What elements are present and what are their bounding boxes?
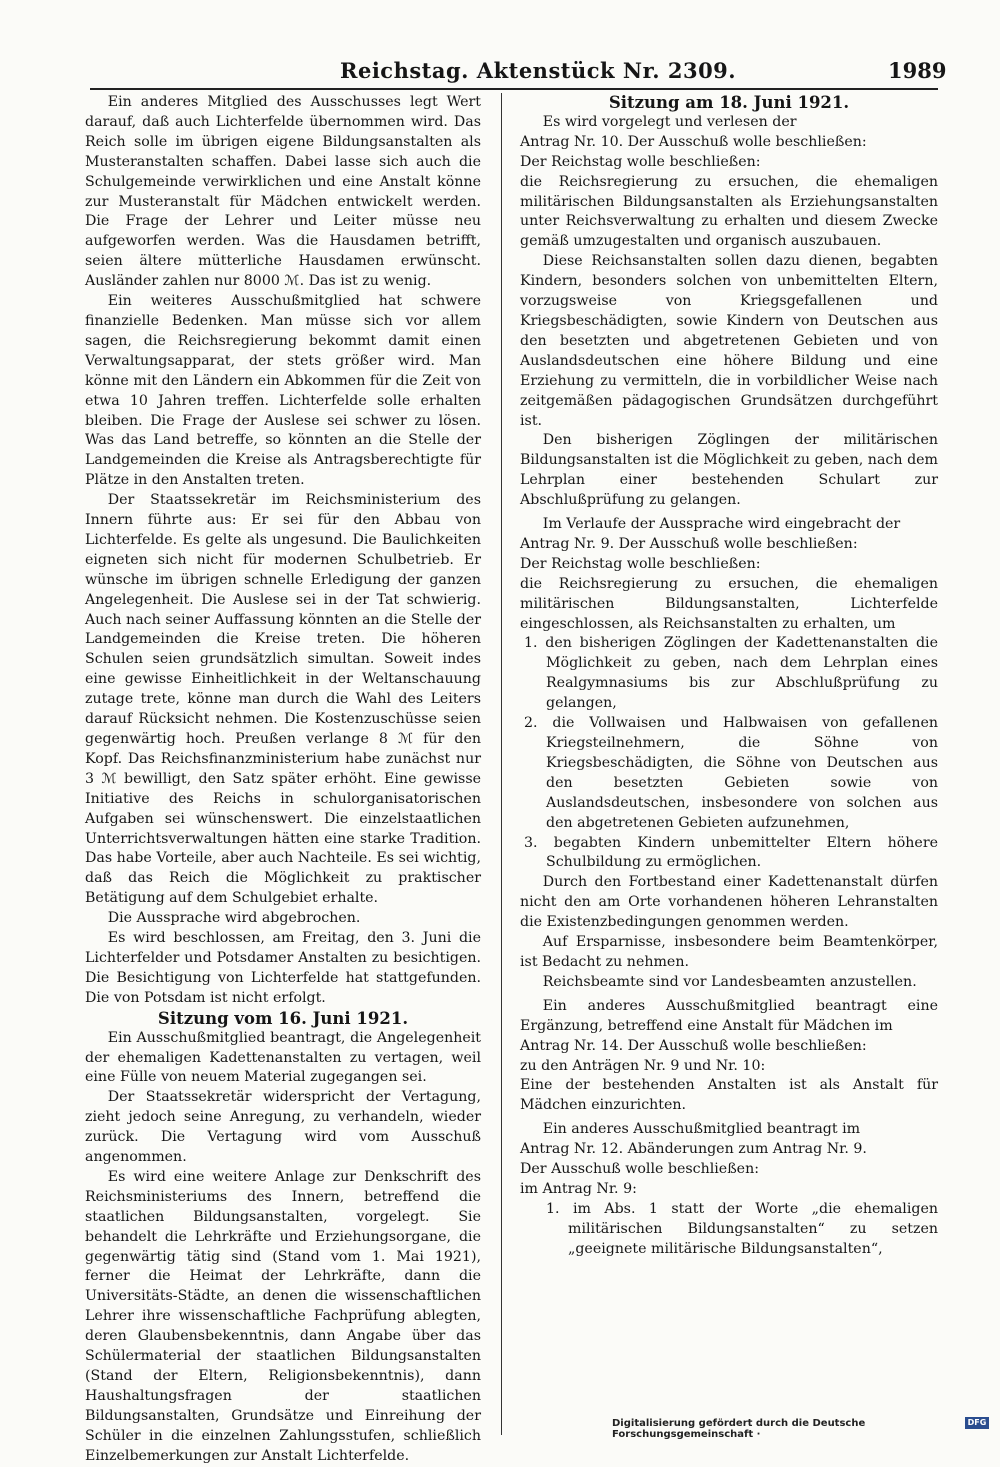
paragraph: Ein anderes Mitglied des Ausschusses legt Wert darauf, daß auch Lichterfelde übernommen wird. Das Reich solle im übrigen eigene Bildungsanstalten als Musteranstalten schaffen. Dabei lasse sich auch die Schulgemeinde verwirklichen und eine Anstalt könne zur Musteranstalt für Mädchen entwickelt werden. Die Frage der Lehrer und Leiter müsse neu aufgeworfen werden. Was die Hausdamen betrifft, seien ältere mütterliche Hausdamen erwünscht. Ausländer zahlen nur 8000 ℳ. Das ist zu wenig. [85, 94, 481, 290]
digitization-credit: Digitalisierung gefördert durch die Deutsche Forschungsgemeinschaft · [612, 1418, 866, 1440]
list-item: 2. die Vollwaisen und Halbwaisen von gefallenen Kriegsteilnehmern, die Söhne von Kriegsbeschädigten, die Söhne von Deutschen aus den besetzten Gebieten sowie von Auslandsdeutschen, insbesondere von solchen aus den abgetretenen Gebieten aufzunehmen, [524, 715, 938, 831]
paragraph: Eine der bestehenden Anstalten ist als Anstalt für Mädchen einzurichten. [520, 1077, 938, 1114]
dfg-logo: DFG [965, 1417, 989, 1429]
paragraph: Die Aussprache wird abgebrochen. [107, 910, 361, 927]
list-item: 3. begabten Kindern unbemittelter Eltern höhere Schulbildung zu ermöglichen. [524, 834, 938, 871]
motion-line: Antrag Nr. 14. Der Ausschuß wolle beschließen: [520, 1037, 867, 1054]
paragraph: Im Verlaufe der Aussprache wird eingebracht der [542, 516, 901, 533]
paragraph: die Reichsregierung zu ersuchen, die ehemaligen militärischen Bildungsanstalten als Erziehungsanstalten unter Reichsverwaltung zu erhalten und diesem Zwecke gemäß umzugestalten und organisch auszubauen. [520, 173, 938, 250]
paragraph: Es wird eine weitere Anlage zur Denkschrift des Reichsministeriums des Innern, betreffend die staatlichen Bildungsanstalten, vorgelegt. Sie behandelt die Lehrkräfte und Erziehungsorgane, die gegenwärtig tätig sind (Stand vom 1. Mai 1921), ferner die Heimat der Lehrkräfte, dann die Universitäts-Städte, an denen die wissenschaftlichen Lehrer ihre wissenschaftliche Fachprüfung ablegten, deren Glaubensbekenntnis, dann Angabe über das Schülermaterial der staatlichen Bildungsanstalten (Stand der Eltern, Religionsbekenntnis), dann Haushaltungsfragen der staatlichen Bildungsanstalten, Grundsätze und Einreihung der Schüler in die einzelnen Zahlungsstufen, schließlich Einzelbemerkungen zur Anstalt Lichterfelde. [85, 1168, 481, 1464]
motion-line: Antrag Nr. 10. Der Ausschuß wolle beschließen: [520, 133, 867, 150]
paragraph: Ein anderes Ausschußmitglied beantragt im [542, 1121, 861, 1138]
list-item: 1. den bisherigen Zöglingen der Kadettenanstalten die Möglichkeit zu geben, nach dem Lehrplan eines Realgymnasiums bis zur Abschlußprüfung zu gelangen, [524, 635, 938, 712]
paragraph: die Reichsregierung zu ersuchen, die ehemaligen militärischen Bildungsanstalten, Lichterfelde eingeschlossen, als Reichsanstalten zu erhalten, um [520, 575, 938, 632]
paragraph: Diese Reichsanstalten sollen dazu dienen, begabten Kindern, besonders solchen von unbemittelten Eltern, vorzugsweise von Kriegsgefallenen und Kriegsbeschädigten, sowie Kindern von Deutschen aus den besetzten und abgetretenen Gebieten und von Auslandsdeutschen eine höhere Bildung und eine Erziehung zu vermitteln, die in vorbildlicher Weise nach zeitgemäßen pädagogischen Grundsätzen durchgeführt ist. [520, 253, 938, 429]
paragraph: Ein anderes Ausschußmitglied beantragt eine Ergänzung, betreffend eine Anstalt für Mädchen im [520, 997, 938, 1034]
paragraph: Auf Ersparnisse, insbesondere beim Beamtenkörper, ist Bedacht zu nehmen. [520, 934, 938, 970]
paragraph: Reichsbeamte sind vor Landesbeamten anzustellen. [542, 973, 917, 990]
column-divider [501, 93, 502, 1435]
list-item: 1. im Abs. 1 statt der Worte „die ehemaligen militärischen Bildungsanstalten“ zu setzen „geeignete militärische Bildungsanstalten“, [546, 1200, 938, 1257]
motion-line: Antrag Nr. 9. Der Ausschuß wolle beschließen: [520, 535, 858, 552]
paragraph: Es wird beschlossen, am Freitag, den 3. Juni die Lichterfelder und Potsdamer Anstalten zu besichtigen. Die Besichtigung von Lichterfelde hat stattgefunden. Die von Potsdam ist nicht erfolgt. [85, 930, 481, 1006]
running-header [0, 58, 1000, 88]
section-heading: Sitzung am 18. Juni 1921. [608, 93, 850, 112]
motion-sub: zu den Anträgen Nr. 9 und Nr. 10: [520, 1057, 766, 1074]
paragraph: Ein weiteres Ausschußmitglied hat schwere finanzielle Bedenken. Man müsse sich vor allem sagen, die Reichsregierung bekommt damit einen Verwaltungsapparat, der stets größer wird. Man könne mit den Ländern ein Abkommen für die Zeit von etwa 10 Jahren treffen. Lichterfelde solle erhalten bleiben. Die Frage der Auslese sei schwer zu lösen. Was das Land betreffe, so könnten an die Stelle der Landgemeinden die Kreise als Antragsberechtigte für Plätze in den Anstalten treten. [85, 293, 481, 489]
header-rule [90, 88, 938, 90]
right-column [520, 93, 938, 1260]
motion-line: Antrag Nr. 12. Abänderungen zum Antrag Nr. 9. [520, 1141, 867, 1158]
paragraph: Der Staatssekretär im Reichsministerium des Innern führte aus: Er sei für den Abbau von Lichterfelde. Es gelte als ungesund. Die Baulichkeiten eigneten sich nicht für modernen Schulbetrieb. Er wünsche im übrigen schnelle Erledigung der ganzen Angelegenheit. Die Auslese sei in der Tat schwierig. Auch nach seiner Auffassung könnten an die Stelle der Landgemeinden die Kreise treten. Die höheren Schulen seien grundsätzlich simultan. Soweit indes eine gewisse Einheitlichkeit in der Weltanschauung zutage trete, könne man durch die Wahl des Leiters darauf Rücksicht nehmen. Die Kostenzuschüsse seien gegenwärtig hoch. Preußen verlange 8 ℳ für den Kopf. Das Reichsfinanzministerium habe zunächst nur 3 ℳ bewilligt, den Satz später erhöht. Eine gewisse Initiative des Reichs in schulorganisatorischen Aufgaben sei wünschenswert. Die einzelstaatlichen Unterrichtsverwaltungen hätten eine starke Tradition. Das habe Vorteile, aber auch Nachteile. Es sei wichtig, daß das Reich die Möglichkeit zu praktischer Betätigung auf dem Schulgebiet erhalte. [85, 492, 481, 907]
motion-sub: Der Ausschuß wolle beschließen: [520, 1161, 759, 1178]
motion-sub: Der Reichstag wolle beschließen: [520, 555, 761, 572]
motion-sub: Der Reichstag wolle beschließen: [520, 153, 761, 170]
motion-sub: im Antrag Nr. 9: [520, 1180, 637, 1197]
left-column [85, 93, 481, 1467]
paragraph: Den bisherigen Zöglingen der militärischen Bildungsanstalten ist die Möglichkeit zu geben, nach dem Lehrplan einer bestehenden Schulart zur Abschlußprüfung zu gelangen. [520, 432, 938, 509]
header-title: Reichstag. Aktenstück Nr. 2309. [340, 58, 737, 83]
paragraph: Der Staatssekretär widerspricht der Vertagung, zieht jedoch seine Anregung, zu verhandeln, wieder zurück. Die Vertagung wird vom Ausschuß angenommen. [85, 1089, 481, 1166]
paragraph: Es wird vorgelegt und verlesen der [542, 113, 797, 130]
paragraph: Ein Ausschußmitglied beantragt, die Angelegenheit der ehemaligen Kadettenanstalten zu vertagen, weil eine Fülle von neuem Material zugegangen sei. [85, 1029, 481, 1086]
paragraph: Durch den Fortbestand einer Kadettenanstalt dürfen nicht den am Orte vorhandenen höheren Lehranstalten die Existenzbedingungen genommen werden. [520, 874, 938, 931]
page-number: 1989 [888, 58, 947, 83]
section-heading: Sitzung vom 16. Juni 1921. [157, 1008, 409, 1028]
